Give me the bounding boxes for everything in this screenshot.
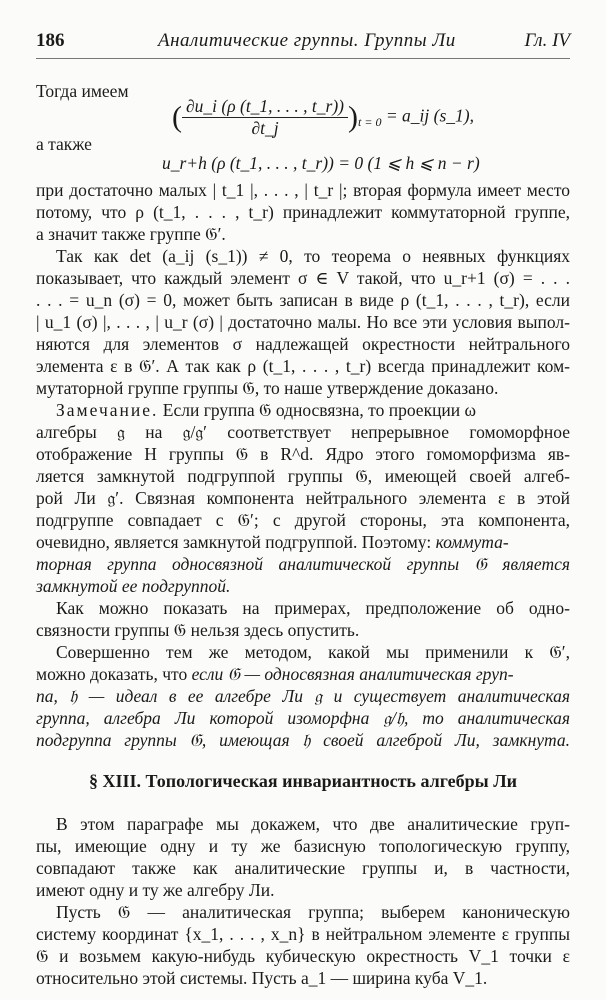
- text-line: относительно этой системы. Пусть a_1 — ширина куба V_1.: [36, 968, 488, 988]
- text-line: совпадают также как аналитические группы и, в частности,: [36, 858, 570, 878]
- remark-label: Замечание.: [56, 400, 159, 420]
- italic-line: группа, алгебра Ли которой изоморфна 𝔤/𝔥, то аналитическая: [36, 708, 570, 728]
- text-line: отображение H группы 𝔊 в R^d. Ядро этого гомоморфизма яв-: [36, 444, 570, 464]
- chapter-label: Гл. IV: [524, 30, 570, 51]
- text-line: показывает, что каждый элемент σ ∈ V такой, что u_r+1 (σ) = . . .: [36, 268, 570, 288]
- text-line: [36, 663, 570, 685]
- text-line: . . . = u_n (σ) = 0, может быть записан в виде ρ (t_1, . . . , t_r), если: [36, 290, 570, 310]
- text-line: пы, имеющие одну и ту же базисную топологическую группу,: [36, 836, 570, 856]
- text-line: подгруппе совпадает с 𝔊′; с другой стороны, эта компонента,: [36, 510, 570, 530]
- italic-line: подгруппа группы 𝔊, имеющая 𝔥 своей алгеброй Ли, замкнута.: [36, 730, 570, 750]
- text-segment: очевидно, является замкнутой подгруппой. Поэтому:: [36, 532, 432, 552]
- text-line: а также: [36, 134, 92, 154]
- eq1-denominator: ∂t_j: [251, 118, 279, 138]
- italic-line: замкнутой ее подгруппой.: [36, 576, 231, 596]
- text-line: Тогда имеем: [36, 81, 129, 101]
- equation-1: ( $\frac{\partial u\_i (\rho (t\_1, . . . , t\_r))}{\partial t\_j}$ )$_{t = 0}$ = a_ij (s_1),: [172, 96, 474, 138]
- italic-segment: если 𝔊 — односвязная аналитическая груп-: [191, 664, 514, 684]
- text-line: [36, 531, 570, 553]
- text-line: рой Ли 𝔤′. Связная компонента нейтрального элемента ε в этой: [36, 488, 570, 508]
- text-segment: можно доказать, что: [36, 664, 188, 684]
- text-line: потому, что ρ (t_1, . . . , t_r) принадлежит коммутаторной группе,: [36, 202, 570, 222]
- text-line: систему координат {x_1, . . . , x_n} в нейтральном элементе ε группы: [36, 924, 570, 944]
- italic-segment: коммута-: [435, 532, 509, 552]
- text-line: а значит также группе 𝔊′.: [36, 224, 226, 244]
- text-line: Так как det (a_ij (s_1)) ≠ 0, то теорема о неявных функциях: [56, 246, 570, 266]
- remark-line: [56, 399, 570, 421]
- text-line: 𝔊 и возьмем какую-нибудь кубическую окрестность V_1 точки ε: [36, 946, 570, 966]
- running-header: [36, 30, 570, 54]
- section-heading: § XIII. Топологическая инвариантность алгебры Ли: [89, 771, 517, 791]
- text-line: при достаточно малых | t_1 |, . . . , | t_r |; вторая формула имеет место: [36, 180, 570, 200]
- text-line: связности группы 𝔊 нельзя здесь опустить.: [36, 620, 360, 640]
- text-line: Совершенно тем же методом, какой мы применили к 𝔊′,: [56, 642, 570, 662]
- text-line: алгебры 𝔤 на 𝔤/𝔤′ соответствует непрерывное гомоморфное: [36, 422, 570, 442]
- text-line: няются для элементов σ надлежащей окрестности нейтрального: [36, 334, 570, 354]
- eq1-numerator: ∂u_i (ρ (t_1, . . . , t_r)): [182, 96, 348, 118]
- eq1-rhs: = a_ij (s_1),: [385, 105, 474, 126]
- equation-2: u_r+h (ρ (t_1, . . . , t_r)) = 0 (1 ⩽ h ⩽ n − r): [162, 153, 480, 173]
- italic-line: па, 𝔥 — идеал в ее алгебре Ли 𝔤 и существует аналитическая: [36, 686, 570, 706]
- running-title: Аналитические группы. Группы Ли: [158, 30, 456, 51]
- text-line: имеют одну и ту же алгебру Ли.: [36, 880, 275, 900]
- text-line: ляется замкнутой подгруппой группы 𝔊, имеющей своей алгеб-: [36, 466, 570, 486]
- text-line: Как можно показать на примерах, предположение об одно-: [56, 598, 570, 618]
- page-number: 186: [36, 30, 65, 51]
- text-line: мутаторной группе группы 𝔊, то наше утверждение доказано.: [36, 378, 499, 398]
- italic-line: торная группа односвязной аналитической группы 𝔊 является: [36, 554, 570, 574]
- eq1-subscript: t = 0: [358, 115, 382, 130]
- remark-text: Если группа 𝔊 односвязна, то проекции ω: [162, 400, 477, 420]
- text-line: В этом параграфе мы докажем, что две аналитические груп-: [56, 814, 570, 834]
- text-line: | u_1 (σ) |, . . . , | u_r (σ) | достаточно малы. Но все эти условия выпол-: [36, 312, 570, 332]
- text-line: Пусть 𝔊 — аналитическая группа; выберем каноническую: [56, 902, 570, 922]
- header-rule: [36, 58, 570, 59]
- text-line: элемента ε в 𝔊′. А так как ρ (t_1, . . . , t_r) всегда принадлежит ком-: [36, 356, 570, 376]
